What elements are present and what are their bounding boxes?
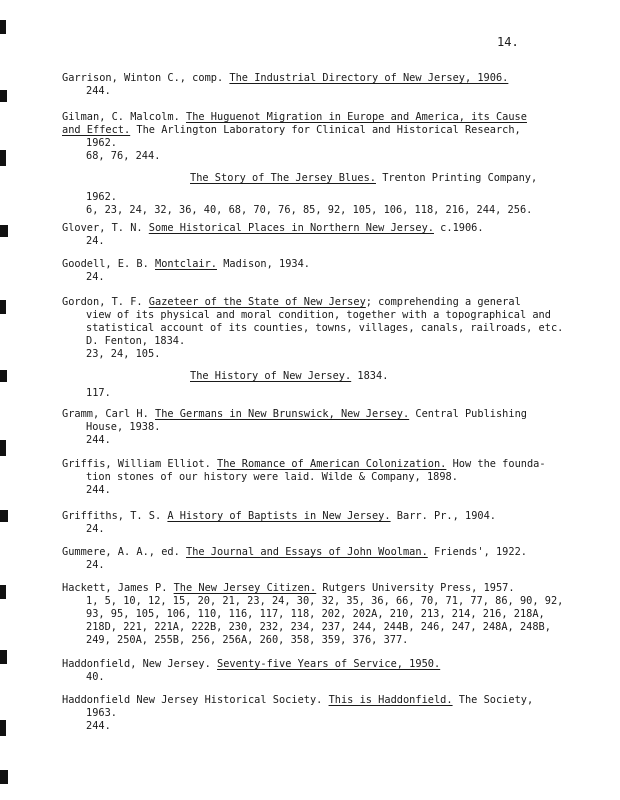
bibliography-entry (62, 408, 602, 447)
entry-pages: 24. (86, 235, 105, 247)
entry-year: 1963. (86, 707, 117, 719)
entry-author: Griffis, William Elliot. (62, 458, 211, 470)
entry-pages: 244. (86, 720, 111, 732)
entry-publisher: Friends', 1922. (433, 546, 527, 558)
bibliography-entry (62, 582, 602, 647)
entry-publisher: c.1906. (440, 222, 484, 234)
bibliography-entry (62, 111, 602, 163)
entry-pages: 244. (86, 85, 111, 97)
entry-title: The Germans in New Brunswick, New Jersey. (155, 408, 410, 420)
entry-title: The New Jersey Citizen. (173, 582, 317, 594)
entry-pages-cont: 249, 250A, 255B, 256, 256A, 260, 358, 359, 376, 377. (86, 634, 409, 646)
bibliography-entry (62, 546, 602, 572)
bibliography-entry (62, 510, 602, 536)
entry-author: Haddonfield New Jersey Historical Society. (62, 694, 323, 706)
entry-publisher: Madison, 1934. (223, 258, 310, 270)
entry-publisher: Central Publishing (415, 408, 527, 420)
entry-title: This is Haddonfield. (328, 694, 453, 706)
entry-publisher: D. Fenton, 1834. (86, 335, 186, 347)
entry-year: 1962. (86, 137, 117, 149)
entry-pages: 40. (86, 671, 105, 683)
entry-description-cont: view of its physical and moral condition, together with a topographical and (86, 309, 551, 321)
entry-pages-cont: 218D, 221, 221A, 222B, 230, 232, 234, 237, 244, 244B, 246, 247, 248A, 248B, (86, 621, 551, 633)
entry-author: Goodell, E. B. (62, 258, 149, 270)
bibliography-entry (62, 172, 602, 217)
entry-publisher: The Arlington Laboratory for Clinical and Historical Research, (136, 124, 521, 136)
entry-author: Garrison, Winton C., comp. (62, 72, 224, 84)
entry-year: 1834. (357, 370, 389, 382)
entry-description: How the founda- (452, 458, 546, 470)
entry-description-cont: statistical account of its counties, towns, villages, canals, railroads, etc. (86, 322, 564, 334)
entry-pages-cont: 93, 95, 105, 106, 110, 116, 117, 118, 202, 202A, 210, 213, 214, 216, 218A, (86, 608, 545, 620)
entry-title: The Story of The Jersey Blues. (190, 172, 376, 184)
entry-title: The Industrial Directory of New Jersey, 1906. (229, 72, 509, 84)
bibliography-entry (62, 370, 602, 400)
bibliography-entry (62, 458, 602, 497)
bibliography-entry (62, 296, 602, 361)
entry-title: Gazeteer of the State of New Jersey (148, 296, 366, 308)
entry-publisher-cont: House, 1938. (86, 421, 161, 433)
entry-author: Glover, T. N. (62, 222, 143, 234)
entry-pages: 244. (86, 484, 111, 496)
entry-author: Gilman, C. Malcolm. (62, 111, 180, 123)
entry-pages: 117. (86, 387, 111, 399)
entry-title: The History of New Jersey. (190, 370, 352, 382)
entry-author: Gummere, A. A., ed. (62, 546, 180, 558)
entry-description: ; comprehending a general (365, 296, 521, 308)
entry-author: Hackett, James P. (62, 582, 168, 594)
bibliography-entry (62, 694, 602, 733)
entry-publisher: Rutgers University Press, 1957. (322, 582, 515, 594)
bibliography-entry (62, 72, 602, 98)
entry-author: Gramm, Carl H. (62, 408, 149, 420)
entry-year: 1962. (86, 191, 117, 203)
entry-title: Montclair. (155, 258, 217, 270)
entry-publisher: The Society, (458, 694, 534, 706)
entry-pages: 23, 24, 105. (86, 348, 161, 360)
entry-author: Haddonfield, New Jersey. (62, 658, 211, 670)
entry-title: Some Historical Places in Northern New Jersey. (148, 222, 434, 234)
entry-pages: 244. (86, 434, 111, 446)
entry-pages: 6, 23, 24, 32, 36, 40, 68, 70, 76, 85, 92, 105, 106, 118, 216, 244, 256. (86, 204, 533, 216)
bibliography-entry (62, 222, 602, 248)
entry-title: The Huguenot Migration in Europe and America, its Cause (186, 111, 527, 123)
entry-publisher: Barr. Pr., 1904. (396, 510, 496, 522)
entry-title: A History of Baptists in New Jersey. (167, 510, 391, 522)
entry-author: Gordon, T. F. (62, 296, 143, 308)
entry-publisher: Trenton Printing Company, (382, 172, 538, 184)
entry-title-cont: and Effect. (62, 124, 131, 136)
entry-pages: 24. (86, 271, 105, 283)
entry-title: The Romance of American Colonization. (217, 458, 447, 470)
entry-title: Seventy-five Years of Service, 1950. (217, 658, 441, 670)
entry-title: The Journal and Essays of John Woolman. (186, 546, 428, 558)
entry-pages: 1, 5, 10, 12, 15, 20, 21, 23, 24, 30, 32, 35, 36, 66, 70, 71, 77, 86, 90, 92, (86, 595, 564, 607)
bibliography-entry (62, 258, 602, 284)
entry-pages: 24. (86, 559, 105, 571)
entry-description-cont: tion stones of our history were laid. Wilde & Company, 1898. (86, 471, 458, 483)
page-number: 14. (497, 35, 519, 49)
entry-author: Griffiths, T. S. (62, 510, 162, 522)
entry-pages: 68, 76, 244. (86, 150, 161, 162)
bibliography-entry (62, 658, 602, 684)
entry-pages: 24. (86, 523, 105, 535)
binding-edge (0, 0, 10, 800)
